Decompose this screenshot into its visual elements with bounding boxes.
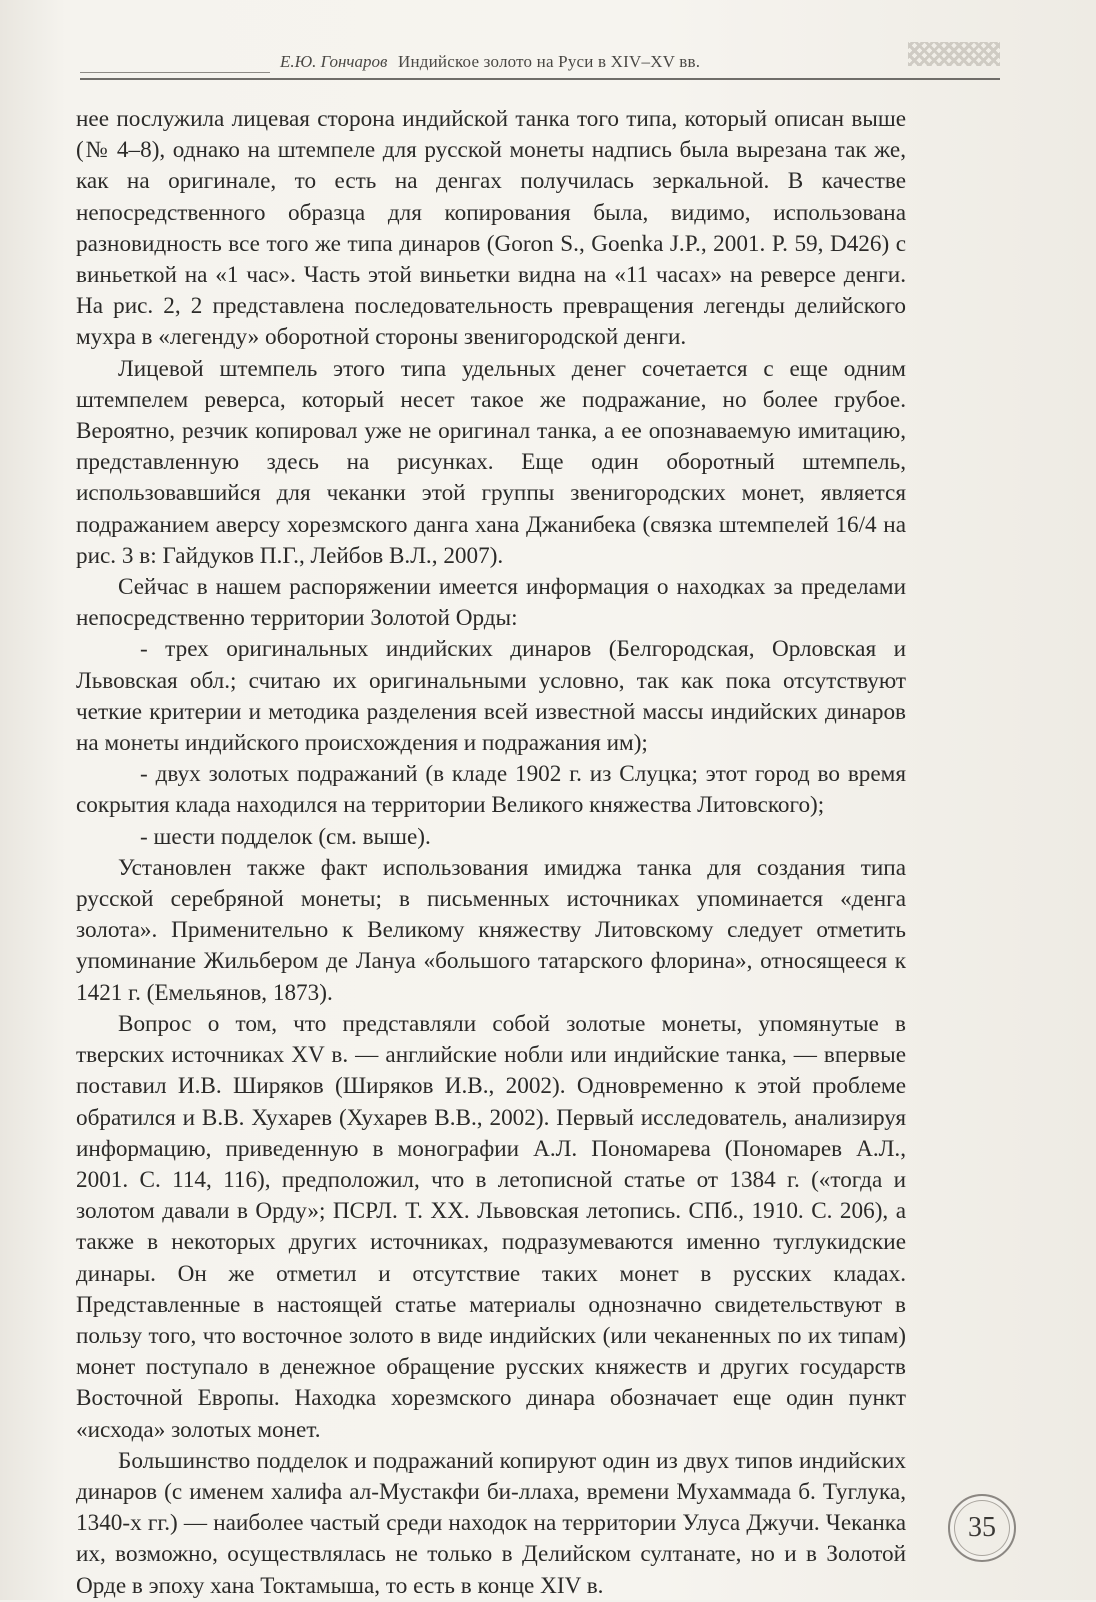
list-item-2: - двух золотых подражаний (в кладе 1902 г. из Слуцка; этот город во время сокрытия клада находился на территории Великого княжества Литовского); — [76, 761, 906, 819]
paragraph-5: Вопрос о том, что представляли собой золотые монеты, упомянутые в тверских источниках XV в. — английские нобли или индийские танка, — впервые поставил И.В. Ширяков (Ширяков И.В., 2002). Одновременно к этой проблеме обратился и В.В. Хухарев (Хухарев В.В., 2002). Первый исследователь, анализируя информацию, приведенную в монографии А.Л. Пономарева (Пономарев А.Л., 2001. С. 114, 116), предположил, что в летописной статье от 1384 г. («тогда и золотом давали в Орду»; ПСРЛ. Т. XX. Львовская летопись. СПб., 1910. С. 206), а также в некоторых других источниках, подразумеваются именно туглукидские динары. Он же отметил и отсутствие таких монет в русских кладах. Представленные в настоящей статье материалы однозначно свидетельствуют в пользу того, что восточное золото в виде индийских (или чеканенных по их типам) монет поступало в денежное обращение русских княжеств и других государств Восточной Европы. Находка хорезмского динара обозначает еще один пункт «исхода» золотых монет. — [76, 1010, 906, 1443]
body-text — [76, 104, 906, 1602]
page-number: 35 — [948, 1494, 1016, 1562]
paragraph-6: Большинство подделок и подражаний копируют один из двух типов индийских динаров (с именем халифа ал-Мустакфи би-ллаха, времени Мухаммада б. Туглука, 1340-х гг.) — наиболее частый среди находок на территории Улуса Джучи. Чеканка их, возможно, осуществлялась не только в Делийском султанате, но и в Золотой Орде в эпоху хана Токтамыша, то есть в конце XIV в. — [76, 1447, 906, 1599]
list-item-1: - трех оригинальных индийских динаров (Белгородская, Орловская и Львовская обл.; считаю их оригинальными условно, так как пока отсутствуют четкие критерии и методика разделения всей известной массы индийских динаров на монеты индийского происхождения и подражания им); — [76, 636, 906, 757]
paragraph-2: Лицевой штемпель этого типа удельных денег сочетается с еще одним штемпелем реверса, который несет такое же подражание, но более грубое. Вероятно, резчик копировал уже не оригинал танка, а ее опознаваемую имитацию, представленную здесь на рисунках. Еще один оборотный штемпель, использовавшийся для чеканки этой группы звенигородских монет, является подражанием аверсу хорезмского данга хана Джанибека (связка штемпелей 16/4 на рис. 3 в: Гайдуков П.Г., Лейбов В.Л., 2007). — [76, 355, 906, 569]
running-header — [80, 40, 1000, 80]
list-item-3: - шести подделок (см. выше). — [140, 823, 431, 850]
header-title: Индийское золото на Руси в XIV–XV вв. — [398, 52, 701, 71]
header-author: Е.Ю. Гончаров — [280, 52, 388, 71]
paragraph-1: нее послужила лицевая сторона индийской танка того типа, который описан выше (№ 4–8), однако на штемпеле для русской монеты надпись была вырезана так же, как на оригинале, то есть на денгах получилась зеркальной. В качестве непосредственного образца для копирования была, видимо, использована разновидность все того же типа динаров (Goron S., Goenka J.P., 2001. P. 59, D426) с виньеткой на «1 час». Часть этой виньетки видна на «11 часах» на реверсе денги. На рис. 2, 2 представлена последовательность превращения легенды делийского мухра в «легенду» оборотной стороны звенигородской денги. — [76, 106, 906, 351]
paragraph-3: Сейчас в нашем распоряжении имеется информация о находках за пределами непосредственно территории Золотой Орды: — [76, 574, 906, 632]
header-ornament-icon — [908, 42, 1000, 66]
paragraph-4: Установлен также факт использования имиджа танка для создания типа русской серебряной монеты; в письменных источниках упоминается «денга золота». Применительно к Великому княжеству Литовскому следует отметить упоминание Жильбером де Лануа «большого татарского флорина», относящееся к 1421 г. (Емельянов, 1873). — [76, 854, 906, 1006]
header-rule — [80, 50, 270, 73]
